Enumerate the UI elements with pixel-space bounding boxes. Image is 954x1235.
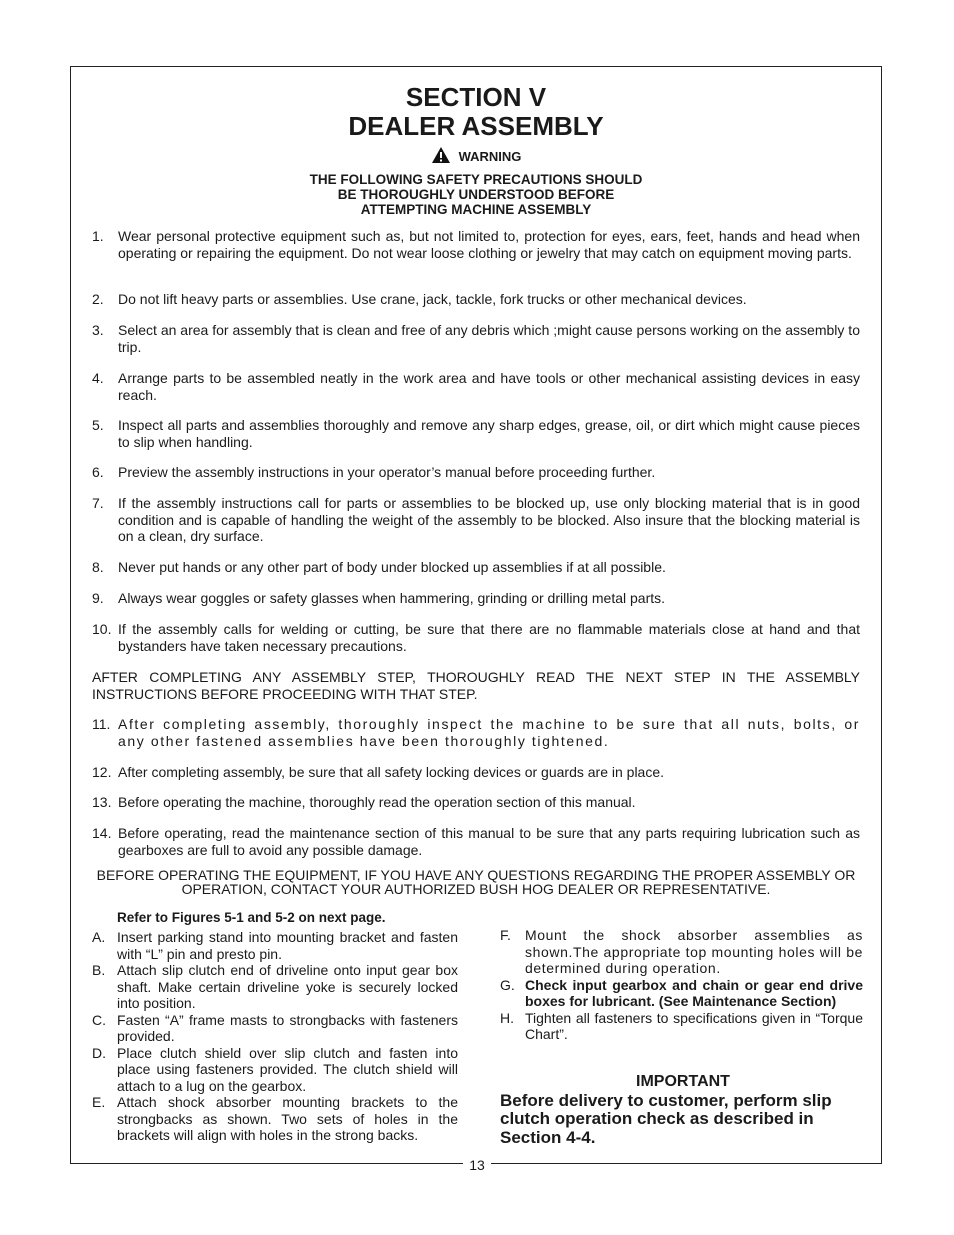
- step-letter: G.: [500, 976, 515, 993]
- step-item: [500, 1010, 863, 1043]
- page-number: [0, 1157, 954, 1173]
- item-text: Wear personal protective equipment such as, but not limited to, protection for eyes, ears, feet, hands and head when operating or repairing the equipment. Do not wear loose clothing or jewelry that may catch on equipment moving parts.: [118, 228, 860, 261]
- list-item: [92, 370, 860, 403]
- item-text: Never put hands or any other part of body under blocked up assemblies if at all possible.: [118, 559, 666, 575]
- important-text: Before delivery to customer, perform slip clutch operation check as described in Section 4-4.: [500, 1090, 832, 1147]
- page-number-text: 13: [463, 1157, 491, 1173]
- warning-line: [70, 146, 882, 164]
- assembly-note: AFTER COMPLETING ANY ASSEMBLY STEP, THOROUGHLY READ THE NEXT STEP IN THE ASSEMBLY INSTRUCTIONS BEFORE PROCEEDING WITH THAT STEP.: [92, 669, 860, 702]
- item-number: 7.: [92, 495, 104, 511]
- step-text: Attach slip clutch end of driveline onto input gear box shaft. Make certain driveline yoke is securely locked into position.: [117, 962, 458, 1011]
- step-letter: C.: [92, 1011, 106, 1028]
- item-text: If the assembly instructions call for parts or assemblies to be blocked up, use only blocking material that is in good condition and is capable of handling the weight of the assembly to be blocked. Also insure that the blocking material is on a clean, dry surface.: [118, 495, 860, 544]
- item-text: Arrange parts to be assembled neatly in the work area and have tools or other mechanical assisting devices in easy reach.: [118, 370, 860, 403]
- step-item: [92, 929, 458, 962]
- step-text: Insert parking stand into mounting bracket and fasten with “L” pin and presto pin.: [117, 929, 458, 962]
- steps-left-column: [92, 929, 458, 1144]
- step-item: [500, 927, 863, 977]
- item-number: 9.: [92, 590, 104, 606]
- caution-line: THE FOLLOWING SAFETY PRECAUTIONS SHOULD: [309, 172, 643, 187]
- list-item: [92, 322, 860, 355]
- step-letter: B.: [92, 962, 106, 978]
- caution-line: ATTEMPTING MACHINE ASSEMBLY: [360, 202, 592, 217]
- item-number: 1.: [92, 228, 104, 244]
- caution-line: BE THOROUGHLY UNDERSTOOD BEFORE: [337, 187, 615, 202]
- list-item: [92, 291, 860, 308]
- item-text: Before operating the machine, thoroughly read the operation section of this manual.: [118, 794, 636, 810]
- section-number: SECTION V: [405, 82, 547, 112]
- important-heading: IMPORTANT: [636, 1073, 730, 1090]
- step-text: Fasten “A” frame masts to strongbacks with fasteners provided.: [117, 1011, 458, 1044]
- list-item: [92, 495, 860, 545]
- step-text: Check input gearbox and chain or gear end drive boxes for lubricant. (See Maintenance Section): [525, 976, 863, 1009]
- item-number: 13.: [92, 794, 112, 810]
- step-letter: D.: [92, 1044, 106, 1061]
- item-number: 2.: [92, 291, 104, 307]
- item-text: If the assembly calls for welding or cutting, be sure that there are no flammable materials close at hand and that bystanders have taken necessary precautions.: [118, 621, 860, 654]
- list-item: [92, 621, 860, 654]
- step-item: [92, 1045, 458, 1095]
- item-text: Before operating, read the maintenance section of this manual to be sure that any parts requiring lubrication such as gearboxes are full to avoid any possible damage.: [118, 825, 860, 858]
- warning-label: WARNING: [458, 149, 522, 164]
- item-number: 10.: [92, 621, 112, 637]
- figure-reference: Refer to Figures 5-1 and 5-2 on next page.: [117, 910, 386, 925]
- step-letter: A.: [92, 929, 106, 945]
- step-letter: E.: [92, 1094, 106, 1110]
- item-text: After completing assembly, thoroughly inspect the machine to be sure that all nuts, bolts, or any other fastened assemblies have been thoroughly tightened.: [118, 716, 860, 749]
- item-number: 6.: [92, 464, 104, 480]
- step-item: [500, 977, 863, 1010]
- list-item: [92, 716, 860, 749]
- list-item: [92, 764, 860, 781]
- item-text: Always wear goggles or safety glasses when hammering, grinding or drilling metal parts.: [118, 590, 666, 606]
- step-text: Tighten all fasteners to specifications given in “Torque Chart”.: [525, 1009, 863, 1042]
- list-item: [92, 825, 860, 858]
- dealer-note: BEFORE OPERATING THE EQUIPMENT, IF YOU HAVE ANY QUESTIONS REGARDING THE PROPER ASSEMBLY OR OPERATION, CONTACT YOUR AUTHORIZED BUSH HOG DEALER OR REPRESENTATIVE.: [96, 867, 856, 897]
- list-item: [92, 228, 860, 261]
- item-number: 12.: [92, 764, 112, 780]
- warning-triangle-icon: [431, 146, 451, 164]
- item-number: 3.: [92, 322, 104, 338]
- section-title: DEALER ASSEMBLY: [348, 111, 604, 141]
- important-notice: [500, 1073, 866, 1147]
- steps-right-column: [500, 927, 863, 1043]
- step-item: [92, 962, 458, 1012]
- list-item: [92, 590, 860, 607]
- item-number: 5.: [92, 417, 104, 433]
- step-letter: H.: [500, 1009, 514, 1026]
- list-item: [92, 559, 860, 576]
- step-text: Place clutch shield over slip clutch and fasten into place using fasteners provided. The clutch shield will attach to a lug on the gearbox.: [117, 1044, 458, 1094]
- caution-block: [70, 172, 882, 217]
- item-number: 8.: [92, 559, 104, 575]
- step-text: Attach shock absorber mounting brackets to the strongbacks as shown. Two sets of holes in the brackets will align with holes in the strong backs.: [117, 1094, 458, 1143]
- item-text: Inspect all parts and assemblies thoroughly and remove any sharp edges, grease, oil, or dirt which might cause pieces to slip when handling.: [118, 417, 860, 450]
- item-text: Do not lift heavy parts or assemblies. Use crane, jack, tackle, fork trucks or other mechanical devices.: [118, 291, 747, 307]
- step-letter: F.: [500, 927, 511, 943]
- item-text: Select an area for assembly that is clean and free of any debris which ;might cause persons working on the assembly to trip.: [118, 322, 860, 355]
- step-item: [92, 1012, 458, 1045]
- list-item: [92, 794, 860, 811]
- item-number: 14.: [92, 825, 112, 841]
- list-item: [92, 464, 860, 481]
- item-number: 11.: [92, 716, 111, 732]
- item-text: Preview the assembly instructions in your operator’s manual before proceeding further.: [118, 464, 656, 480]
- item-text: After completing assembly, be sure that all safety locking devices or guards are in place.: [118, 764, 665, 780]
- step-text: Mount the shock absorber assemblies as shown.The appropriate top mounting holes will be determined during operation.: [525, 927, 863, 976]
- item-number: 4.: [92, 370, 104, 386]
- step-item: [92, 1094, 458, 1144]
- list-item: [92, 417, 860, 450]
